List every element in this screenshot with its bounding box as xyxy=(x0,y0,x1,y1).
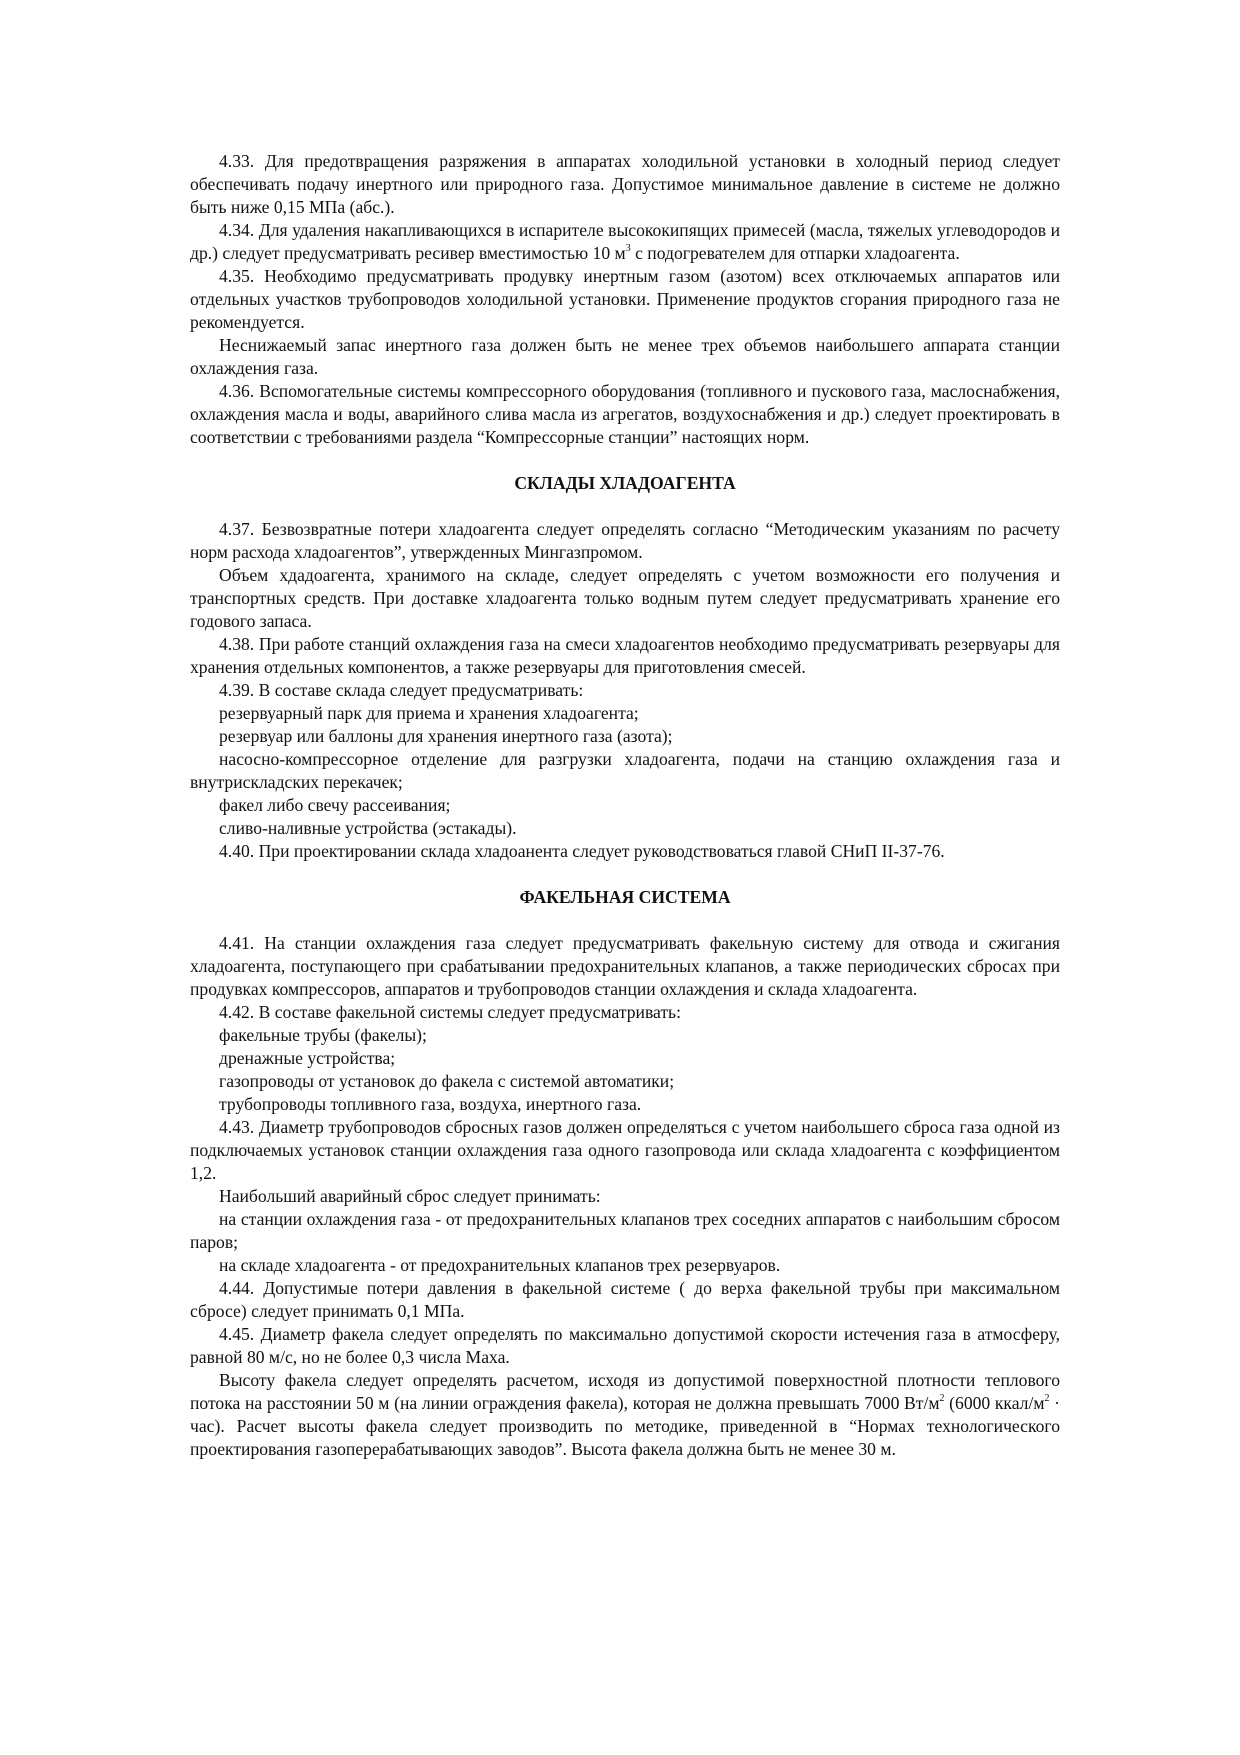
paragraph-4-34-text-end: с подогревателем для отпарки хладоагента. xyxy=(630,243,960,263)
paragraph-inert-gas-reserve: Неснижаемый запас инертного газа должен быть не менее трех объемов наибольшего аппарата станции охлаждения газа. xyxy=(190,335,1060,378)
paragraph-4-44: 4.44. Допустимые потери давления в факельной системе ( до верха факельной трубы при максимальном сбросе) следует принимать 0,1 МПа. xyxy=(190,1278,1060,1321)
list-item: резервуар или баллоны для хранения инертного газа (азота); xyxy=(219,726,673,746)
paragraph-4-35: 4.35. Необходимо предусматривать продувку инертным газом (азотом) всех отключаемых аппаратов или отдельных участков трубопроводов холодильной установки. Применение продуктов сгорания природного газа не рекомендуется. xyxy=(190,266,1060,332)
flare-height-text-2: (6000 ккал/м xyxy=(944,1393,1045,1413)
superscript-2: 2 xyxy=(939,1393,945,1405)
paragraph-4-40: 4.40. При проектировании склада хладоанента следует руководствоваться главой СНиП II-37-76. xyxy=(219,841,945,861)
superscript-2: 2 xyxy=(1044,1393,1050,1405)
paragraph-refrigerant-volume: Объем хдадоагента, хранимого на складе, следует определять с учетом возможности его получения и транспортных средств. При доставке хладоагента только водным путем следует предусматривать хранение его годового запаса. xyxy=(190,565,1060,631)
heading-refrigerant-warehouses: СКЛАДЫ ХЛАДОАГЕНТА xyxy=(514,473,736,493)
flare-height-text-1: Высоту факела следует определять расчетом, исходя из допустимой поверхностной плотности теплового потока на расстоянии 50 м (на линии ограждения факела), которая не должна превышать 7000 Вт/м xyxy=(190,1370,1060,1413)
list-item: факел либо свечу рассеивания; xyxy=(219,795,451,815)
superscript-3: 3 xyxy=(625,243,631,255)
list-item: газопроводы от установок до факела с системой автоматики; xyxy=(219,1071,675,1091)
paragraph-4-45: 4.45. Диаметр факела следует определять по максимально допустимой скорости истечения газа в атмосферу, равной 80 м/с, но не более 0,3 числа Маха. xyxy=(190,1324,1060,1367)
paragraph-4-33: 4.33. Для предотвращения разряжения в аппаратах холодильной установки в холодный период следует обеспечивать подачу инертного или природного газа. Допустимое минимальное давление в системе не должно быть ниже 0,15 МПа (абс.). xyxy=(190,151,1060,217)
list-item: сливо-наливные устройства (эстакады). xyxy=(219,818,517,838)
list-item: насосно-компрессорное отделение для разгрузки хладоагента, подачи на станцию охлаждения газа и внутрискладских перекачек; xyxy=(190,749,1060,792)
paragraph-warehouse-release: на складе хладоагента - от предохранительных клапанов трех резервуаров. xyxy=(219,1255,781,1275)
paragraph-flare-height xyxy=(190,1369,1060,1461)
list-item: трубопроводы топливного газа, воздуха, инертного газа. xyxy=(219,1094,642,1114)
paragraph-4-34 xyxy=(190,219,1060,265)
flare-height-text-3: · час). Расчет высоты факела следует производить по методике, приведенной в “Нормах технологического проектирования газоперерабатывающих заводов”. Высота факела должна быть не менее 30 м. xyxy=(190,1393,1061,1459)
list-item: резервуарный парк для приема и хранения хладоагента; xyxy=(219,703,639,723)
paragraph-max-emergency-release: Наибольший аварийный сброс следует принимать: xyxy=(219,1186,601,1206)
paragraph-4-42: 4.42. В составе факельной системы следует предусматривать: xyxy=(219,1002,681,1022)
paragraph-4-36: 4.36. Вспомогательные системы компрессорного оборудования (топливного и пускового газа, маслоснабжения, охлаждения масла и воды, аварийного слива масла из агрегатов, воздухоснабжения и др.) следует проектировать в соответствии с требованиями раздела “Компрессорные станции” настоящих норм. xyxy=(190,381,1060,447)
document-page xyxy=(190,150,1060,1461)
paragraph-4-39: 4.39. В составе склада следует предусматривать: xyxy=(219,680,584,700)
list-item: дренажные устройства; xyxy=(219,1048,396,1068)
paragraph-4-43: 4.43. Диаметр трубопроводов сбросных газов должен определяться с учетом наибольшего сброса газа одной из подключаемых установок станции охлаждения газа одного газопровода или склада хладоагента с коэффициентом 1,2. xyxy=(190,1117,1060,1183)
paragraph-4-38: 4.38. При работе станций охлаждения газа на смеси хладоагентов необходимо предусматривать резервуары для хранения отдельных компонентов, а также резервуары для приготовления смесей. xyxy=(190,634,1060,677)
paragraph-4-37: 4.37. Безвозвратные потери хладоагента следует определять согласно “Методическим указаниям по расчету норм расхода хладоагентов”, утвержденных Мингазпромом. xyxy=(190,519,1060,562)
list-item: факельные трубы (факелы); xyxy=(219,1025,427,1045)
heading-flare-system: ФАКЕЛЬНАЯ СИСТЕМА xyxy=(519,887,731,907)
paragraph-4-34-text: 4.34. Для удаления накапливающихся в испарителе высококипящих примесей (масла, тяжелых углеводородов и др.) следует предусматривать ресивер вместимостью 10 м xyxy=(190,220,1060,263)
paragraph-4-41: 4.41. На станции охлаждения газа следует предусматривать факельную систему для отвода и сжигания хладоагента, поступающего при срабатывании предохранительных клапанов, а также периодических сбросах при продувках компрессоров, аппаратов и трубопроводов станции охлаждения и склада хладоагента. xyxy=(190,933,1060,999)
paragraph-cooling-station-release: на станции охлаждения газа - от предохранительных клапанов трех соседних аппаратов с наибольшим сбросом паров; xyxy=(190,1209,1060,1252)
